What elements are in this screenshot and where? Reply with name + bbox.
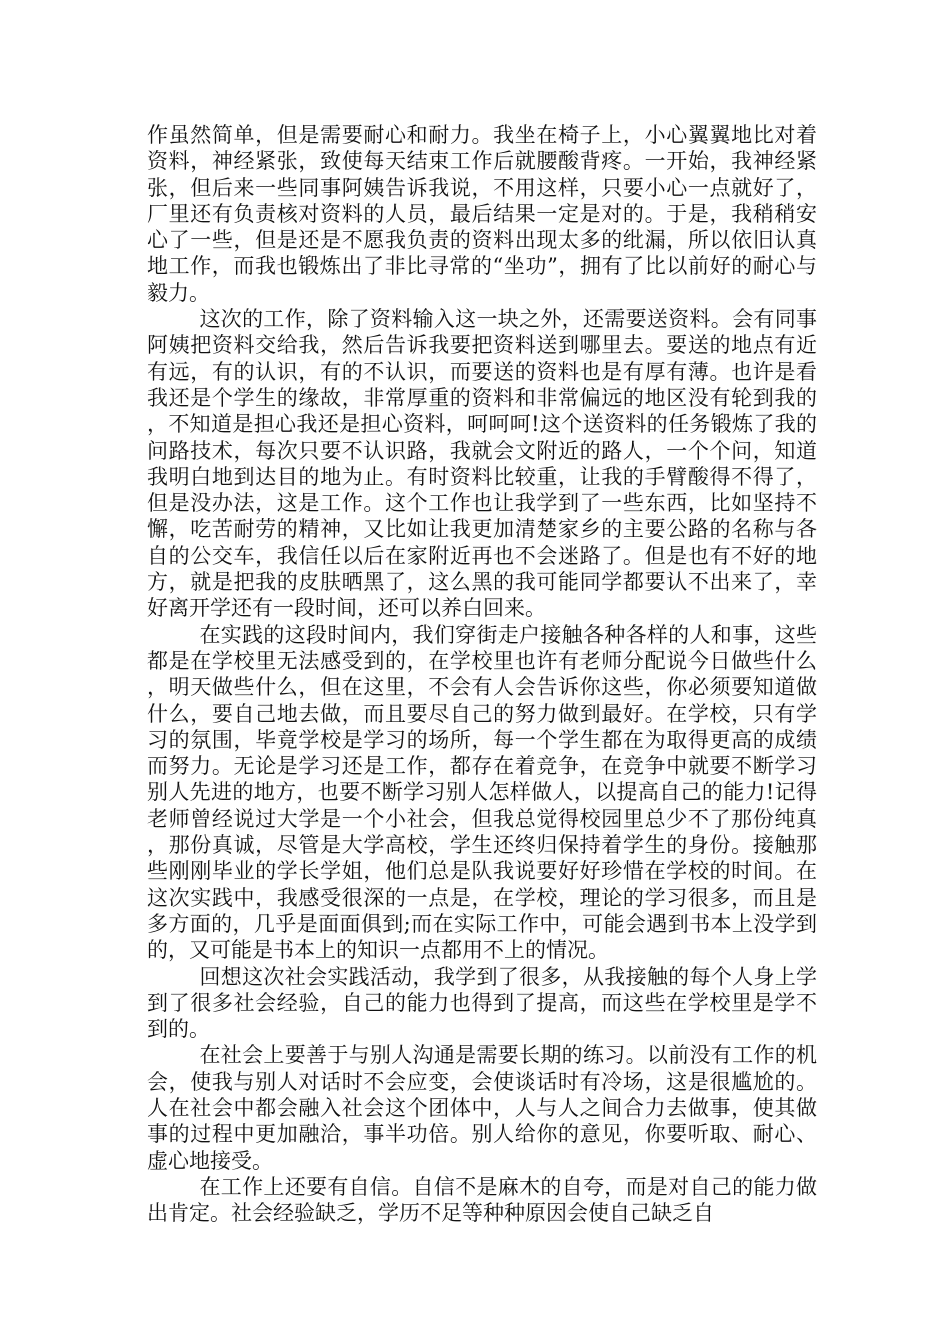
paragraph-3: 在实践的这段时间内，我们穿街走户接触各种各样的人和事，这些都是在学校里无法感受到的，在学校里也许有老师分配说今日做些什么，明天做些什么，但在这里，不会有人会告诉你这些，你必须要知道做什么，要自己地去做，而且要尽自己的努力做到最好。在学校，只有学习的氛围，毕竟学校是学习的场所，每一个学生都在为取得更高的成绩而努力。无论是学习还是工作，都存在着竞争，在竞争中就要不断学习别人先进的地方，也要不断学习别人怎样做人，以提高自己的能力!记得老师曾经说过大学是一个小社会，但我总觉得校园里总少不了那份纯真，那份真诚，尽管是大学高校，学生还终归保持着学生的身份。接触那些刚刚毕业的学长学姐，他们总是队我说要好好珍惜在学校的时间。在这次实践中，我感受很深的一点是，在学校，理论的学习很多，而且是多方面的，几乎是面面俱到;而在实际工作中，可能会遇到书本上没学到的，又可能是书本上的知识一点都用不上的情况。 xyxy=(147,622,817,963)
paragraph-4: 回想这次社会实践活动，我学到了很多，从我接触的每个人身上学到了很多社会经验，自己的能力也得到了提高，而这些在学校里是学不到的。 xyxy=(147,964,817,1042)
paragraph-6: 在工作上还要有自信。自信不是麻木的自夸，而是对自己的能力做出肯定。社会经验缺乏，学历不足等种种原因会使自己缺乏自 xyxy=(147,1174,817,1226)
paragraph-1: 作虽然简单，但是需要耐心和耐力。我坐在椅子上，小心翼翼地比对着资料，神经紧张，致使每天结束工作后就腰酸背疼。一开始，我神经紧张，但后来一些同事阿姨告诉我说，不用这样，只要小心一点就好了，厂里还有负责核对资料的人员，最后结果一定是对的。于是，我稍稍安心了一些，但是还是不愿我负责的资料出现太多的纰漏，所以依旧认真地工作，而我也锻炼出了非比寻常的“坐功”，拥有了比以前好的耐心与毅力。 xyxy=(147,123,817,305)
document-body xyxy=(147,122,817,1226)
paragraph-2: 这次的工作，除了资料输入这一块之外，还需要送资料。会有同事阿姨把资料交给我，然后告诉我要把资料送到哪里去。要送的地点有近有远，有的认识，有的不认识，而要送的资料也是有厚有薄。也许是看我还是个学生的缘故，非常厚重的资料和非常偏远的地区没有轮到我的，不知道是担心我还是担心资料，呵呵呵!这个送资料的任务锻炼了我的问路技术，每次只要不认识路，我就会文附近的路人，一个个问，知道我明白地到达目的地为止。有时资料比较重，让我的手臂酸得不得了，但是没办法，这是工作。这个工作也让我学到了一些东西，比如坚持不懈，吃苦耐劳的精神，又比如让我更加清楚家乡的主要公路的名称与各自的公交车，我信任以后在家附近再也不会迷路了。但是也有不好的地方，就是把我的皮肤晒黑了，这么黑的我可能同学都要认不出来了，幸好离开学还有一段时间，还可以养白回来。 xyxy=(147,307,817,621)
paragraph-5: 在社会上要善于与别人沟通是需要长期的练习。以前没有工作的机会，使我与别人对话时不会应变，会使谈话时有冷场，这是很尴尬的。人在社会中都会融入社会这个团体中，人与人之间合力去做事，使其做事的过程中更加融洽，事半功倍。别人给你的意见，你要听取、耐心、虚心地接受。 xyxy=(147,1043,817,1173)
